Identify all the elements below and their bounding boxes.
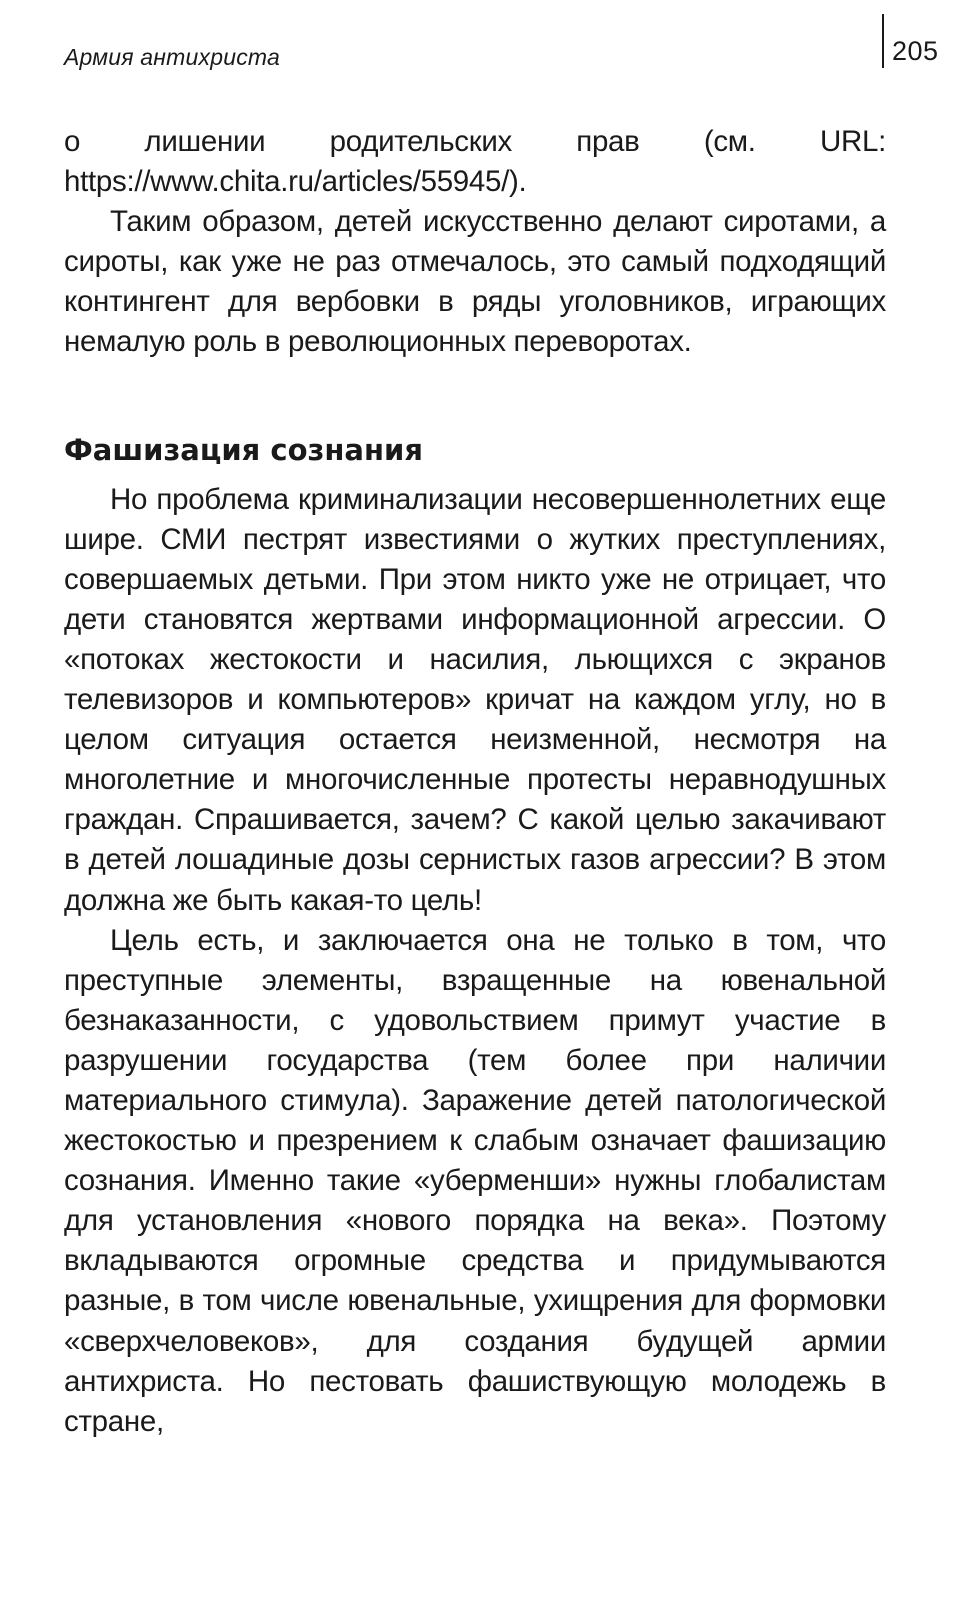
running-title: Армия антихриста: [64, 44, 280, 70]
body-text: [64, 122, 886, 1442]
header-vertical-rule: [882, 14, 884, 68]
paragraph-purpose: Цель есть, и заключается она не только в том, что преступные элементы, взращенные на ювенальной безнаказанности, с удовольствием примут участие в разрушении государства (тем более при наличии материального стимула). Заражение детей патологической жестокостью и презрением к слабым означает фашизацию сознания. Именно такие «уберменши» нужны глобалистам для установления «нового порядка на века». Поэтому вкладываются огромные средства и придумываются разные, в том числе ювенальные, ухищрения для формовки «сверхчеловеков», для создания будущей армии антихриста. Но пестовать фашиствующую молодежь в стране,: [64, 923, 886, 1438]
section-heading: Фашизация сознания: [64, 432, 423, 467]
paragraph-continuation: о лишении родительских прав (см. URL: https://www.chita.ru/articles/55945/).: [64, 125, 886, 199]
paragraph-orphans: Таким образом, детей искусственно делают сиротами, а сироты, как уже не раз отмечалось, это самый подходящий контингент для вербовки в ряды уголовников, играющих немалую роль в революционных переворотах.: [64, 205, 886, 359]
page-number: 205: [892, 36, 939, 66]
paragraph-criminalization: Но проблема криминализации несовершеннолетних еще шире. СМИ пестрят известиями о жутких преступлениях, совершаемых детьми. При этом никто уже не отрицает, что дети становятся жертвами информационной агрессии. О «потоках жестокости и насилия, льющихся с экранов телевизоров и компьютеров» кричат на каждом углу, но в целом ситуация остается неизменной, несмотря на многолетние и многочисленные протесты неравнодушных граждан. Спрашивается, зачем? С какой целью закачивают в детей лошадиные дозы сернистых газов агрессии? В этом должна же быть какая-то цель!: [64, 482, 886, 917]
